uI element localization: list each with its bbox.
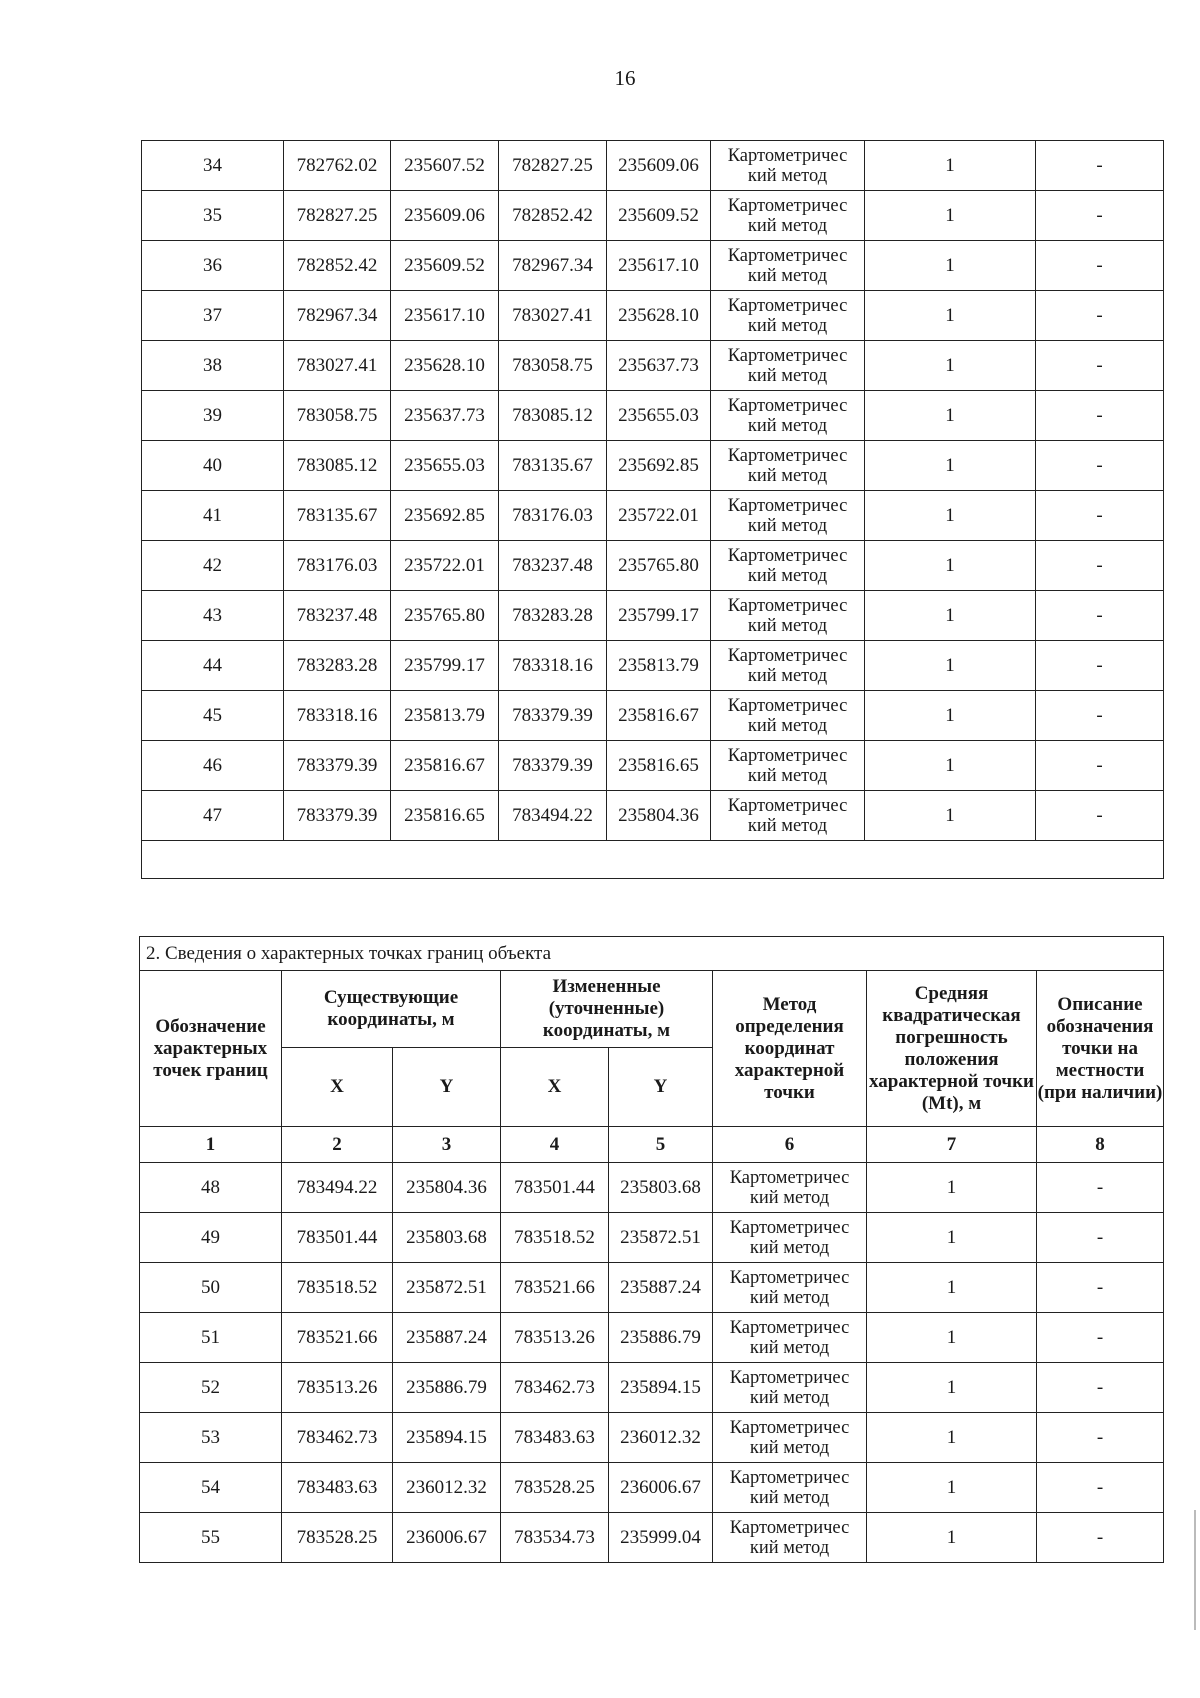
- cell-point-number: 51: [140, 1313, 282, 1363]
- cell-point-number: 47: [142, 791, 284, 841]
- cell-y-changed: 235609.06: [607, 141, 711, 191]
- cell-accuracy: 1: [865, 691, 1036, 741]
- cell-y-existing: 235886.79: [393, 1363, 501, 1413]
- cell-point-number: 42: [142, 541, 284, 591]
- cell-point-number: 44: [142, 641, 284, 691]
- method-line-2: кий метод: [747, 415, 828, 436]
- cell-description: -: [1036, 341, 1164, 391]
- method-line-2: кий метод: [747, 765, 828, 786]
- cell-accuracy: 1: [867, 1513, 1037, 1563]
- cell-x-changed: 783379.39: [499, 741, 607, 791]
- cell-point-number: 39: [142, 391, 284, 441]
- cell-point-number: 40: [142, 441, 284, 491]
- cell-x-existing: 783027.41: [284, 341, 391, 391]
- method-line-1: Картометричес: [727, 445, 848, 466]
- cell-method: [713, 1213, 867, 1263]
- cell-y-changed: 235617.10: [607, 241, 711, 291]
- header-accuracy: Средняя квадратическая погрешность положения характерной точки (Mt), м: [867, 971, 1037, 1127]
- cell-x-existing: 782827.25: [284, 191, 391, 241]
- cell-point-number: 36: [142, 241, 284, 291]
- cell-x-changed: 783283.28: [499, 591, 607, 641]
- cell-description: -: [1037, 1463, 1164, 1513]
- boundary-points-table-continued: [141, 140, 1164, 879]
- cell-method: [711, 391, 865, 441]
- table-row: [142, 641, 1164, 691]
- table-row: [140, 1263, 1164, 1313]
- method-line-1: Картометричес: [727, 145, 848, 166]
- cell-accuracy: 1: [865, 341, 1036, 391]
- cell-point-number: 41: [142, 491, 284, 541]
- method-line-1: Картометричес: [727, 595, 848, 616]
- method-line-1: Картометричес: [727, 745, 848, 766]
- method-line-1: Картометричес: [729, 1317, 850, 1338]
- cell-x-changed: 783483.63: [501, 1413, 609, 1463]
- cell-y-existing: 235816.65: [391, 791, 499, 841]
- cell-accuracy: 1: [867, 1413, 1037, 1463]
- cell-y-existing: 235609.52: [391, 241, 499, 291]
- cell-accuracy: 1: [865, 141, 1036, 191]
- cell-method: [711, 491, 865, 541]
- cell-accuracy: 1: [867, 1363, 1037, 1413]
- method-line-1: Картометричес: [727, 695, 848, 716]
- cell-method: [711, 691, 865, 741]
- method-line-1: Картометричес: [727, 495, 848, 516]
- cell-x-existing: 783518.52: [282, 1263, 393, 1313]
- cell-y-existing: 235799.17: [391, 641, 499, 691]
- table-row: [140, 1363, 1164, 1413]
- cell-x-existing: 783483.63: [282, 1463, 393, 1513]
- cell-method: [711, 191, 865, 241]
- cell-x-changed: 783237.48: [499, 541, 607, 591]
- cell-y-changed: 235609.52: [607, 191, 711, 241]
- cell-point-number: 43: [142, 591, 284, 641]
- cell-point-number: 48: [140, 1163, 282, 1213]
- cell-accuracy: 1: [865, 241, 1036, 291]
- cell-method: [713, 1513, 867, 1563]
- cell-x-changed: 783494.22: [499, 791, 607, 841]
- method-line-1: Картометричес: [729, 1417, 850, 1438]
- column-number: 1: [140, 1127, 282, 1163]
- column-number: 5: [609, 1127, 713, 1163]
- page-number: 16: [614, 66, 636, 90]
- cell-y-existing: 235655.03: [391, 441, 499, 491]
- cell-accuracy: 1: [865, 791, 1036, 841]
- cell-x-changed: 783462.73: [501, 1363, 609, 1413]
- cell-y-changed: 235692.85: [607, 441, 711, 491]
- cell-y-existing: 235816.67: [391, 741, 499, 791]
- cell-accuracy: 1: [865, 491, 1036, 541]
- cell-x-changed: 783027.41: [499, 291, 607, 341]
- method-line-2: кий метод: [749, 1537, 830, 1558]
- section-title: 2. Сведения о характерных точках границ объекта: [140, 937, 1164, 971]
- cell-method: [711, 541, 865, 591]
- cell-y-changed: 235872.51: [609, 1213, 713, 1263]
- table-row: [140, 1463, 1164, 1513]
- method-line-2: кий метод: [747, 165, 828, 186]
- header-existing-coords: Существующие координаты, м: [282, 971, 501, 1048]
- method-line-2: кий метод: [747, 465, 828, 486]
- table-row: [142, 341, 1164, 391]
- cell-description: -: [1036, 241, 1164, 291]
- method-line-1: Картометричес: [729, 1217, 850, 1238]
- method-line-2: кий метод: [749, 1187, 830, 1208]
- method-line-2: кий метод: [747, 715, 828, 736]
- method-line-2: кий метод: [747, 265, 828, 286]
- cell-point-number: 50: [140, 1263, 282, 1313]
- cell-method: [713, 1163, 867, 1213]
- cell-x-existing: 783318.16: [284, 691, 391, 741]
- cell-y-existing: 235692.85: [391, 491, 499, 541]
- cell-point-number: 54: [140, 1463, 282, 1513]
- cell-method: [713, 1363, 867, 1413]
- cell-y-existing: 235813.79: [391, 691, 499, 741]
- method-line-1: Картометричес: [729, 1517, 850, 1538]
- cell-point-number: 45: [142, 691, 284, 741]
- cell-y-changed: 235628.10: [607, 291, 711, 341]
- cell-method: [713, 1263, 867, 1313]
- cell-x-existing: 783135.67: [284, 491, 391, 541]
- cell-accuracy: 1: [865, 541, 1036, 591]
- cell-description: -: [1036, 391, 1164, 441]
- cell-x-existing: 783494.22: [282, 1163, 393, 1213]
- cell-description: -: [1037, 1263, 1164, 1313]
- cell-x-changed: 783521.66: [501, 1263, 609, 1313]
- cell-y-existing: 235617.10: [391, 291, 499, 341]
- method-line-1: Картометричес: [727, 395, 848, 416]
- cell-method: [711, 441, 865, 491]
- cell-description: -: [1036, 741, 1164, 791]
- cell-y-changed: 235887.24: [609, 1263, 713, 1313]
- table-row: [142, 491, 1164, 541]
- cell-x-changed: 783501.44: [501, 1163, 609, 1213]
- cell-description: -: [1037, 1163, 1164, 1213]
- method-line-2: кий метод: [749, 1437, 830, 1458]
- cell-point-number: 49: [140, 1213, 282, 1263]
- method-line-1: Картометричес: [727, 545, 848, 566]
- cell-accuracy: 1: [867, 1463, 1037, 1513]
- cell-y-changed: 235799.17: [607, 591, 711, 641]
- method-line-1: Картометричес: [729, 1267, 850, 1288]
- cell-y-changed: 235816.67: [607, 691, 711, 741]
- cell-x-existing: 783521.66: [282, 1313, 393, 1363]
- cell-y-existing: 236012.32: [393, 1463, 501, 1513]
- cell-method: [713, 1313, 867, 1363]
- cell-method: [711, 791, 865, 841]
- cell-y-changed: 235813.79: [607, 641, 711, 691]
- header-x-existing: X: [282, 1048, 393, 1127]
- column-number: 7: [867, 1127, 1037, 1163]
- cell-accuracy: 1: [867, 1213, 1037, 1263]
- cell-y-changed: 236006.67: [609, 1463, 713, 1513]
- cell-description: -: [1036, 191, 1164, 241]
- cell-x-existing: 783085.12: [284, 441, 391, 491]
- cell-x-existing: 783283.28: [284, 641, 391, 691]
- cell-x-existing: 783513.26: [282, 1363, 393, 1413]
- cell-point-number: 46: [142, 741, 284, 791]
- cell-x-changed: 783528.25: [501, 1463, 609, 1513]
- table1-body: [142, 141, 1164, 841]
- cell-description: -: [1036, 141, 1164, 191]
- cell-x-changed: 782967.34: [499, 241, 607, 291]
- cell-description: -: [1036, 641, 1164, 691]
- method-line-1: Картометричес: [727, 195, 848, 216]
- cell-x-existing: 782967.34: [284, 291, 391, 341]
- cell-point-number: 52: [140, 1363, 282, 1413]
- cell-description: -: [1037, 1413, 1164, 1463]
- method-line-1: Картометричес: [729, 1467, 850, 1488]
- table-row: [142, 391, 1164, 441]
- cell-x-existing: 783462.73: [282, 1413, 393, 1463]
- cell-x-existing: 783501.44: [282, 1213, 393, 1263]
- cell-method: [711, 291, 865, 341]
- cell-y-changed: 235765.80: [607, 541, 711, 591]
- method-line-2: кий метод: [747, 215, 828, 236]
- method-line-2: кий метод: [747, 515, 828, 536]
- table-row: [142, 541, 1164, 591]
- cell-point-number: 38: [142, 341, 284, 391]
- header-y-changed: Y: [609, 1048, 713, 1127]
- table-row: [142, 591, 1164, 641]
- cell-y-existing: 235765.80: [391, 591, 499, 641]
- method-line-1: Картометричес: [727, 345, 848, 366]
- method-line-2: кий метод: [747, 565, 828, 586]
- cell-y-changed: 235886.79: [609, 1313, 713, 1363]
- cell-method: [711, 341, 865, 391]
- cell-x-changed: 783058.75: [499, 341, 607, 391]
- cell-method: [711, 141, 865, 191]
- table-row: [142, 691, 1164, 741]
- cell-y-changed: 235999.04: [609, 1513, 713, 1563]
- cell-accuracy: 1: [865, 391, 1036, 441]
- method-line-2: кий метод: [747, 815, 828, 836]
- header-x-changed: X: [501, 1048, 609, 1127]
- cell-point-number: 35: [142, 191, 284, 241]
- method-line-2: кий метод: [749, 1287, 830, 1308]
- cell-x-existing: 782852.42: [284, 241, 391, 291]
- table-row: [142, 291, 1164, 341]
- column-number: 2: [282, 1127, 393, 1163]
- cell-y-existing: 235722.01: [391, 541, 499, 591]
- cell-method: [711, 641, 865, 691]
- cell-x-changed: 783513.26: [501, 1313, 609, 1363]
- table-row: [140, 1163, 1164, 1213]
- cell-accuracy: 1: [867, 1263, 1037, 1313]
- cell-x-changed: 782852.42: [499, 191, 607, 241]
- cell-y-changed: 235894.15: [609, 1363, 713, 1413]
- cell-y-existing: 235637.73: [391, 391, 499, 441]
- cell-method: [711, 241, 865, 291]
- cell-y-existing: 235628.10: [391, 341, 499, 391]
- cell-y-existing: 235804.36: [393, 1163, 501, 1213]
- cell-y-changed: 235816.65: [607, 741, 711, 791]
- cell-y-changed: 235655.03: [607, 391, 711, 441]
- header-changed-coords: Измененные (уточненные) координаты, м: [501, 971, 713, 1048]
- cell-method: [713, 1463, 867, 1513]
- cell-description: -: [1037, 1213, 1164, 1263]
- table-row: [140, 1213, 1164, 1263]
- table-row: [142, 791, 1164, 841]
- method-line-2: кий метод: [747, 365, 828, 386]
- cell-x-existing: 783237.48: [284, 591, 391, 641]
- header-description: Описание обозначения точки на местности (при наличии): [1037, 971, 1164, 1127]
- cell-y-existing: 235803.68: [393, 1213, 501, 1263]
- cell-accuracy: 1: [865, 741, 1036, 791]
- cell-description: -: [1036, 791, 1164, 841]
- header-designation: Обозначение характерных точек границ: [140, 971, 282, 1127]
- table-row: [142, 741, 1164, 791]
- cell-description: -: [1037, 1363, 1164, 1413]
- cell-method: [711, 741, 865, 791]
- cell-x-existing: 782762.02: [284, 141, 391, 191]
- column-number: 8: [1037, 1127, 1164, 1163]
- cell-y-existing: 235609.06: [391, 191, 499, 241]
- cell-x-existing: 783058.75: [284, 391, 391, 441]
- method-line-1: Картометричес: [727, 295, 848, 316]
- cell-x-changed: 783534.73: [501, 1513, 609, 1563]
- cell-accuracy: 1: [867, 1163, 1037, 1213]
- table-row: [142, 441, 1164, 491]
- cell-y-existing: 235872.51: [393, 1263, 501, 1313]
- method-line-2: кий метод: [747, 665, 828, 686]
- method-line-2: кий метод: [747, 315, 828, 336]
- cell-y-changed: 235804.36: [607, 791, 711, 841]
- table-row: [140, 1513, 1164, 1563]
- table2-body: [140, 1163, 1164, 1563]
- cell-y-existing: 235607.52: [391, 141, 499, 191]
- cell-x-existing: 783528.25: [282, 1513, 393, 1563]
- cell-x-changed: 783085.12: [499, 391, 607, 441]
- blank-cell: [142, 841, 1164, 879]
- header-method: Метод определения координат характерной точки: [713, 971, 867, 1127]
- cell-y-existing: 235887.24: [393, 1313, 501, 1363]
- method-line-2: кий метод: [749, 1237, 830, 1258]
- cell-description: -: [1036, 291, 1164, 341]
- cell-x-existing: 783379.39: [284, 791, 391, 841]
- method-line-1: Картометричес: [727, 645, 848, 666]
- cell-y-existing: 236006.67: [393, 1513, 501, 1563]
- cell-description: -: [1037, 1513, 1164, 1563]
- cell-accuracy: 1: [865, 441, 1036, 491]
- method-line-2: кий метод: [747, 615, 828, 636]
- cell-x-changed: 783176.03: [499, 491, 607, 541]
- cell-y-changed: 236012.32: [609, 1413, 713, 1463]
- cell-description: -: [1036, 491, 1164, 541]
- method-line-1: Картометричес: [727, 795, 848, 816]
- cell-accuracy: 1: [865, 191, 1036, 241]
- cell-y-existing: 235894.15: [393, 1413, 501, 1463]
- scan-edge-mark: [1194, 1510, 1196, 1630]
- method-line-2: кий метод: [749, 1337, 830, 1358]
- table-row: [140, 1313, 1164, 1363]
- cell-method: [711, 591, 865, 641]
- method-line-1: Картометричес: [729, 1367, 850, 1388]
- table-row: [142, 191, 1164, 241]
- cell-y-changed: 235803.68: [609, 1163, 713, 1213]
- cell-point-number: 34: [142, 141, 284, 191]
- cell-x-changed: 783318.16: [499, 641, 607, 691]
- cell-description: -: [1036, 441, 1164, 491]
- table-row: [142, 141, 1164, 191]
- header-y-existing: Y: [393, 1048, 501, 1127]
- cell-description: -: [1036, 691, 1164, 741]
- column-number: 6: [713, 1127, 867, 1163]
- cell-accuracy: 1: [867, 1313, 1037, 1363]
- cell-description: -: [1036, 541, 1164, 591]
- table-row: [140, 1413, 1164, 1463]
- table1-blank-row: [142, 841, 1164, 879]
- cell-x-existing: 783379.39: [284, 741, 391, 791]
- cell-accuracy: 1: [865, 591, 1036, 641]
- cell-x-changed: 783135.67: [499, 441, 607, 491]
- cell-method: [713, 1413, 867, 1463]
- cell-x-changed: 782827.25: [499, 141, 607, 191]
- cell-point-number: 53: [140, 1413, 282, 1463]
- method-line-2: кий метод: [749, 1487, 830, 1508]
- cell-y-changed: 235637.73: [607, 341, 711, 391]
- method-line-2: кий метод: [749, 1387, 830, 1408]
- column-number: 4: [501, 1127, 609, 1163]
- cell-y-changed: 235722.01: [607, 491, 711, 541]
- method-line-1: Картометричес: [727, 245, 848, 266]
- cell-description: -: [1037, 1313, 1164, 1363]
- cell-x-changed: 783379.39: [499, 691, 607, 741]
- table-row: [142, 241, 1164, 291]
- column-number: 3: [393, 1127, 501, 1163]
- cell-accuracy: 1: [865, 641, 1036, 691]
- cell-description: -: [1036, 591, 1164, 641]
- cell-point-number: 37: [142, 291, 284, 341]
- cell-accuracy: 1: [865, 291, 1036, 341]
- cell-point-number: 55: [140, 1513, 282, 1563]
- cell-x-changed: 783518.52: [501, 1213, 609, 1263]
- boundary-points-table: [139, 936, 1164, 1563]
- cell-x-existing: 783176.03: [284, 541, 391, 591]
- method-line-1: Картометричес: [729, 1167, 850, 1188]
